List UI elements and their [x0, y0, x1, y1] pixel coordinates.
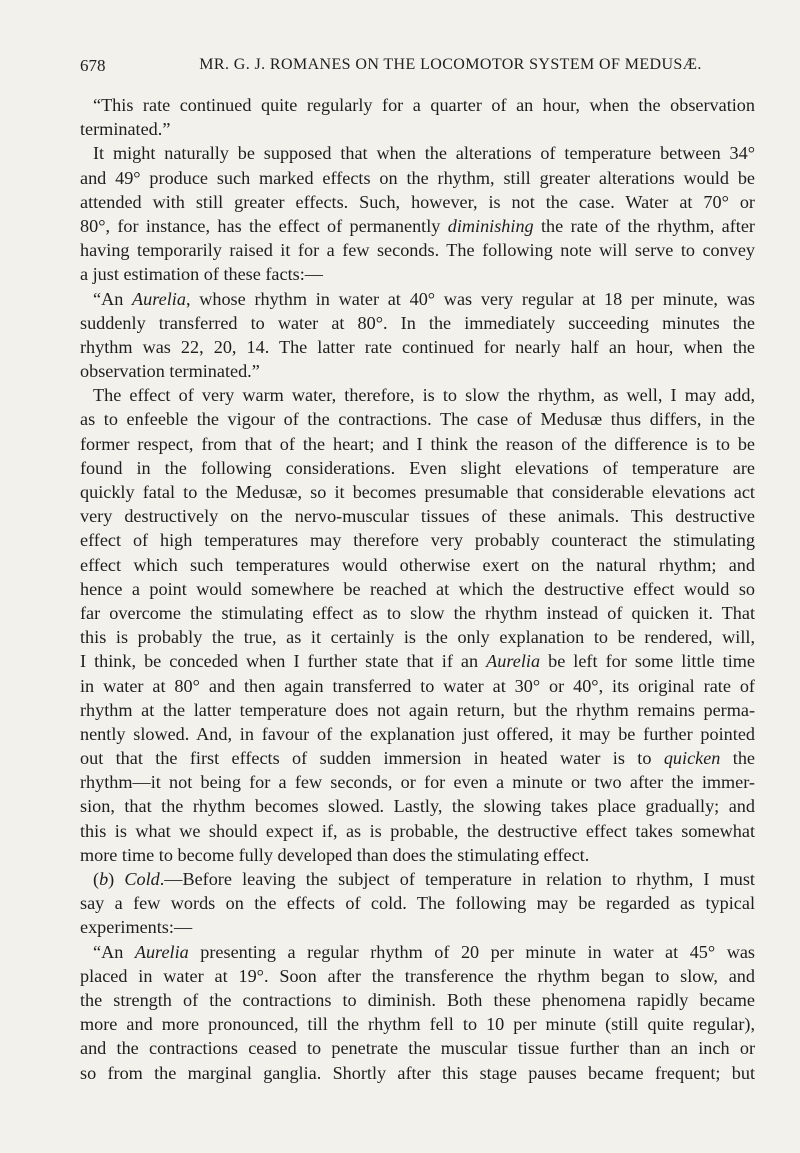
- text-run: hence a point would somewhere be reached at which the destructive effect would so: [80, 578, 755, 599]
- text-line: [80, 238, 755, 262]
- text-run: and 49° produce such marked effects on the rhythm, still greater alterations would be: [80, 167, 755, 188]
- text-line: [80, 190, 755, 214]
- text-line: [80, 262, 755, 286]
- text-line: [80, 988, 755, 1012]
- text-line: [80, 577, 755, 601]
- text-line: [80, 770, 755, 794]
- text-run: placed in water at 19°. Soon after the transference the rhythm began to slow, and: [80, 965, 755, 986]
- text-line: [80, 528, 755, 552]
- text-line: [80, 432, 755, 456]
- text-run: “An: [93, 288, 133, 309]
- text-line: [80, 674, 755, 698]
- italic-text: quicken: [663, 748, 721, 769]
- text-line: [80, 964, 755, 988]
- text-run: say a few words on the effects of cold. The following may be regarded as typical: [80, 893, 755, 914]
- text-run: attended with still greater effects. Such, however, is not the case. Water at 70° or: [80, 191, 755, 212]
- text-line: [80, 819, 755, 843]
- text-run: experiments:—: [80, 917, 193, 938]
- text-run: (: [93, 869, 100, 889]
- text-line: [80, 722, 755, 746]
- text-run: this is probably the true, as it certainly is the only explanation to be rendered, will,: [80, 627, 755, 648]
- text-line: [80, 383, 755, 407]
- text-line: [80, 891, 755, 915]
- body-text: [80, 93, 755, 1085]
- text-line: [80, 940, 755, 964]
- text-run: so from the marginal ganglia. Shortly after this stage pauses became frequent; but: [80, 1062, 755, 1083]
- text-run: sion, that the rhythm becomes slowed. Lastly, the slowing takes place gradually; and: [80, 796, 755, 817]
- text-line: [80, 93, 755, 117]
- italic-text: Cold: [124, 869, 160, 889]
- text-run: this is what we should expect if, as is probable, the destructive effect takes somewhat: [80, 820, 755, 841]
- text-run: rhythm was 22, 20, 14. The latter rate continued for nearly half an hour, when the: [80, 336, 755, 357]
- text-line: [80, 214, 755, 238]
- paragraph: [80, 383, 755, 867]
- text-run: The effect of very warm water, therefore, is to slow the rhythm, as well, I may add,: [93, 385, 755, 406]
- text-run: nently slowed. And, in favour of the explanation just offered, it may be further pointed: [80, 723, 755, 744]
- text-line: [80, 407, 755, 431]
- running-title: MR. G. J. ROMANES ON THE LOCOMOTOR SYSTEM OF MEDUSÆ.: [199, 56, 702, 73]
- text-line: [80, 553, 755, 577]
- text-run: the strength of the contractions to diminish. Both these phenomena rapidly became: [80, 989, 755, 1010]
- text-line: [80, 141, 755, 165]
- text-run: 80°, for instance, has the effect of permanently: [80, 215, 448, 236]
- running-header: [80, 56, 755, 80]
- text-line: [80, 335, 755, 359]
- text-run: effect which such temperatures would otherwise exert on the natural rhythm; and: [80, 554, 755, 575]
- italic-text: Aurelia: [486, 651, 541, 672]
- text-line: [80, 915, 755, 939]
- page-number: 678: [80, 56, 106, 75]
- text-run: found in the following considerations. Even slight elevations of temperature are: [80, 457, 755, 478]
- text-run: suddenly transferred to water at 80°. In the immediately succeeding minutes the: [80, 312, 755, 333]
- text-line: [80, 456, 755, 480]
- text-run: a just estimation of these facts:—: [80, 264, 323, 285]
- text-run: , whose rhythm in water at 40° was very regular at 18 per minute, was: [185, 288, 755, 309]
- text-line: [80, 1012, 755, 1036]
- text-run: more and more pronounced, till the rhythm fell to 10 per minute (still quite regular),: [80, 1014, 755, 1035]
- text-run: having temporarily raised it for a few seconds. The following note will serve to convey: [80, 240, 755, 261]
- text-line: [80, 794, 755, 818]
- paragraph: [80, 93, 755, 141]
- text-run: rhythm at the latter temperature does not again return, but the rhythm remains perma-: [80, 699, 755, 720]
- text-run: the: [720, 748, 755, 769]
- text-run: as to enfeeble the vigour of the contractions. The case of Medusæ thus differs, in the: [80, 409, 755, 430]
- italic-text: Aurelia: [132, 288, 186, 309]
- text-line: [80, 698, 755, 722]
- text-line: [80, 625, 755, 649]
- text-run: the rate of the rhythm, after: [533, 215, 755, 236]
- italic-text: diminishing: [447, 215, 534, 236]
- paragraph: [80, 287, 755, 384]
- italic-text: b: [99, 869, 109, 889]
- text-run: and the contractions ceased to penetrate the muscular tissue further than an inch or: [80, 1038, 755, 1059]
- paragraph: [80, 141, 755, 286]
- text-line: [80, 649, 755, 673]
- text-run: It might naturally be supposed that when the alterations of temperature between 34°: [93, 143, 755, 164]
- text-line: [80, 843, 755, 867]
- text-run: far overcome the stimulating effect as to slow the rhythm instead of quicken it. That: [80, 602, 755, 623]
- text-run: in water at 80° and then again transferred to water at 30° or 40°, its original rate of: [80, 675, 755, 696]
- text-run: effect of high temperatures may therefore very probably counteract the stimulating: [80, 530, 755, 551]
- text-run: terminated.”: [80, 119, 171, 140]
- text-run: observation terminated.”: [80, 361, 260, 382]
- text-run: quickly fatal to the Medusæ, so it becomes presumable that considerable elevations act: [80, 482, 755, 502]
- text-run: ): [108, 869, 125, 889]
- text-line: [80, 601, 755, 625]
- text-line: [80, 1061, 755, 1085]
- text-line: [80, 504, 755, 528]
- text-run: very destructively on the nervo-muscular tissues of these animals. This destructive: [80, 506, 755, 527]
- text-run: presenting a regular rhythm of 20 per minute in water at 45° was: [188, 941, 755, 962]
- text-line: [80, 166, 755, 190]
- italic-text: Aurelia: [134, 941, 189, 962]
- text-run: more time to become fully developed than does the stimulating effect.: [80, 844, 590, 865]
- text-line: [80, 867, 755, 891]
- text-run: former respect, from that of the heart; and I think the reason of the difference is to be: [80, 433, 755, 454]
- text-line: [80, 746, 755, 770]
- text-line: [80, 1036, 755, 1060]
- text-line: [80, 359, 755, 383]
- text-run: “An: [93, 941, 135, 962]
- text-line: [80, 117, 755, 141]
- text-run: out that the first effects of sudden immersion in heated water is to: [80, 748, 664, 769]
- text-run: “This rate continued quite regularly for a quarter of an hour, when the observation: [93, 95, 755, 115]
- text-run: .—Before leaving the subject of temperature in relation to rhythm, I must: [159, 869, 755, 889]
- text-run: be left for some little time: [540, 651, 755, 672]
- paragraph: [80, 867, 755, 940]
- text-run: I think, be conceded when I further state that if an: [80, 651, 487, 672]
- text-line: [80, 480, 755, 504]
- paragraph: [80, 940, 755, 1085]
- text-line: [80, 287, 755, 311]
- text-run: rhythm—it not being for a few seconds, or for even a minute or two after the immer-: [80, 772, 755, 793]
- text-line: [80, 311, 755, 335]
